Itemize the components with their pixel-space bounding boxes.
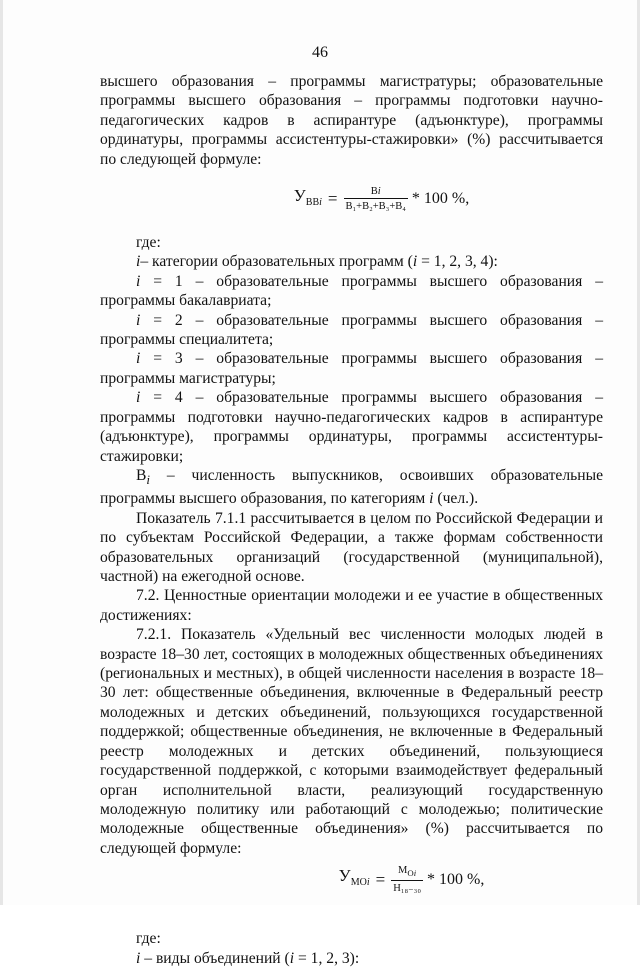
formula2-lhs: $У_{МОi}$	[338, 866, 370, 889]
definition-i-2: i = 2 – образовательные программы высшего образования – программы специалитета;	[100, 311, 603, 349]
formula2-rhs: * 100 %,	[427, 870, 485, 888]
formula-youth-share	[220, 864, 603, 895]
formula-equals: =	[327, 189, 338, 209]
paragraph-continuation: высшего образования – программы магистратуры; образовательные программы высшего образования – программы подготовки научно-педагогических кадров в аспирантуре (адъюнктуре), программы ординатуры, программы ассистентуры-стажировки» (%) рассчитывается по следующей формуле:	[100, 73, 603, 168]
section-heading-7-2: 7.2. Ценностные ориентации молодежи и ее участие в общественных достижениях:	[100, 587, 603, 624]
formula-graduates-share	[160, 185, 603, 213]
formula-denominator: В₁+В₂+В₃+В₄	[344, 198, 408, 213]
definition-i-3: i = 3 – образовательные программы высшего образования – программы магистратуры;	[100, 350, 603, 387]
formula-fraction	[344, 185, 408, 213]
definition-i-associations: i – виды объединений (i = 1, 2, 3):	[136, 949, 360, 967]
formula-lhs: $У_{ВВi}$	[293, 185, 322, 208]
definition-i: i– категории образовательных программ (i = 1, 2, 3, 4):	[136, 253, 498, 271]
paragraph-indicator-7-1-1: Показатель 7.1.1 рассчитывается в целом по Российской Федерации и по субъектам Российской Федерации, а также формам собственности образовательных организаций (государственной (муниципальной), частной) на ежегодной основе.	[100, 509, 603, 586]
formula2-numerator: $М_{Оi}$	[398, 865, 417, 879]
definition-i-1: i = 1 – образовательные программы высшего образования – программы бакалавриата;	[100, 272, 603, 310]
definition-b: $В_i$ – численность выпускников, освоивших образовательные программы высшего образования, по категориям i (чел.).	[100, 466, 603, 508]
formula-rhs: * 100 %,	[411, 190, 470, 208]
formula2-fraction	[391, 864, 423, 895]
formula2-denominator: Н₁₈₋₃₀	[391, 880, 423, 895]
page-content	[100, 72, 603, 968]
formula2-equals: =	[375, 869, 386, 889]
definition-i-4: i = 4 – образовательные программы высшего образования – программы подготовки научно-педагогических кадров в аспирантуре (адъюнктуре), программы ординатуры, программы ассистентуры-стажировки;	[100, 389, 603, 465]
where-label-2: где:	[136, 930, 161, 948]
page-number: 46	[312, 44, 328, 61]
paragraph-indicator-7-2-1: 7.2.1. Показатель «Удельный вес численности молодых людей в возрасте 18–30 лет, состоящих в молодежных общественных объединениях (региональных и местных), в общей численности населения в возрасте 18–30 лет: общественные объединения, включенные в Федеральный реестр молодежных и детских объединений, пользующихся государственной поддержкой; общественные объединения, не включенные в Федеральный реестр молодежных и детских объединений, пользующиеся государственной поддержкой, с которыми взаимодействует федеральный орган исполнительной власти, реализующий государственную молодежную политику или работающий с молодежью; политические молодежные общественные объединения» (%) рассчитывается по следующей формуле:	[100, 626, 603, 857]
where-label: где:	[136, 234, 161, 252]
formula-numerator: Вi	[370, 186, 381, 198]
